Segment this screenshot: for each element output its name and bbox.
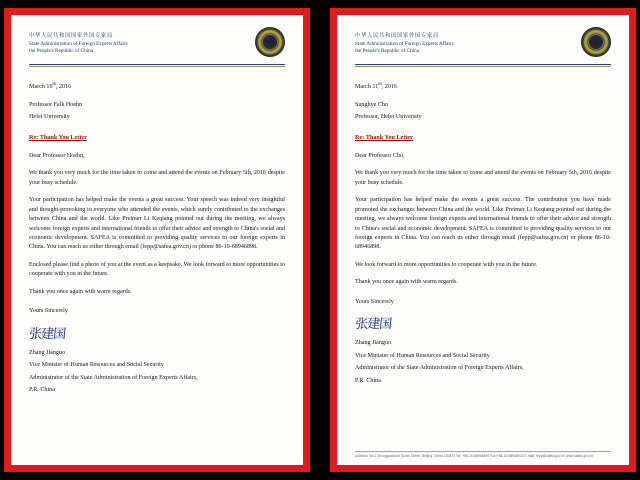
letter-paragraph: Your participation has helped make the events a great success. Your speech was indeed very insightful and thought-provoking to everyone who attended the events, which surely contributed to the exchanges between China and the world. Like Preimer Li Keqiang pointed out during the meeting, we always welcome foreign experts and international friends to offer their advice and strength to China's social and economic development. SAFEA is committed to providing quality services to our foreign experts in China. You can reach us either through email (fepp@safea.gov.cn) or phone 86-10-68946898. [29, 197, 285, 251]
signer-title: Vice Minister of Human Resources and Social Security [29, 362, 164, 369]
letter-date-text: March 10 [29, 84, 53, 91]
letterhead-text-left [29, 29, 128, 55]
letter-footer: Address: No.1 Zhongguancun South Street, Beijing, China 100873 Tel: +86-10-68948899 Fax:+86-10-68948923 E-mail: fepp@safea.gov.cn www.safea.gov.cn [355, 451, 611, 458]
signature-mark: 张建国 [354, 317, 392, 333]
letter-left-frame [4, 8, 310, 472]
letter-left-page [11, 15, 303, 465]
letter-date [29, 81, 285, 92]
official-seal-icon [255, 27, 285, 57]
letter-date-year: , 2016 [381, 84, 397, 91]
recipient-name: Sunghye Cho [355, 102, 389, 109]
letter-paragraph: Thank you once again with warm regards. [355, 279, 458, 286]
letterhead-divider-accent [29, 66, 285, 67]
letter-date-year: , 2016 [55, 84, 72, 91]
signature-mark: 张建国 [28, 326, 66, 342]
letterhead-english-line1: State Administration of Foreign Experts Affairs [29, 41, 128, 47]
letter-closing: Yours Sincerely [29, 308, 68, 315]
signer-organization: Administrator of the State Administration of Foreign Experts Affairs, [355, 365, 524, 372]
official-seal-icon [581, 27, 611, 57]
letter-date-suffix: th [378, 81, 382, 86]
letter-right-page [337, 15, 629, 465]
letter-salutation: Dear Professor Hoehn, [29, 152, 85, 159]
letter-date-suffix: th [52, 81, 56, 86]
letterhead-english-line2: the People's Republic of China [29, 48, 94, 55]
recipient-block [355, 101, 611, 122]
recipient-name: Professor Falk Hoehn [29, 102, 83, 109]
letter-paragraph: Thank you once again with warm regards. [29, 288, 132, 295]
letter-paragraph: We thank you very much for the time taken to come and attend the events on February 5th, 2016 despite your busy schedule. [29, 170, 285, 186]
letterhead-text-right [355, 29, 454, 55]
recipient-block [29, 101, 285, 122]
letter-subject: Re: Thank You Letter [29, 134, 87, 142]
letterhead-chinese-title: 中华人民共和国国家外国专家局 [29, 33, 113, 39]
signer-name: Zhang Jianguo [29, 349, 66, 356]
letterhead-chinese-title: 中华人民共和国国家外国专家局 [355, 33, 439, 39]
letter-body-right [355, 81, 611, 386]
signer-country: P.R. China [29, 387, 55, 394]
letterhead-divider [355, 64, 611, 65]
letter-paragraph: Your participation has helped make the events a great success. The contribution you have made promoted the exchanges between China and the world. Like Preimer Li Keqiang pointed out during the meeting, we always welcome foreign experts and international friends to offer their advice and strength to China's social and economic development. SAFEA is committed to providing quality services to our foreign experts in China. You can reach us either through email (fepp@safea.gov.cn) or phone 86-10-68946898. [355, 197, 611, 251]
signer-country: P.R. China [355, 377, 381, 384]
letter-paragraph: We look forward to more opportunities to cooperate with you in the future. [355, 261, 538, 268]
letter-paragraph: We thank you very much for the time taken to come and attend the events on February 5th, 2016 despite your busy schedule. [355, 170, 611, 186]
letterhead-divider-accent [355, 66, 611, 67]
recipient-org: Professor, Hefei University [355, 113, 422, 120]
letter-salutation: Dear Professor Cho, [355, 152, 405, 159]
letterhead-english-line1: State Administration of Foreign Experts Affairs [355, 41, 454, 47]
letterhead-right [355, 29, 611, 63]
letter-subject: Re: Thank You Letter [355, 134, 413, 142]
letter-closing: Yours Sincerely [355, 298, 394, 305]
letter-right-frame [330, 8, 636, 472]
letterhead-english-line2: the People's Republic of China [355, 48, 420, 55]
letter-date [355, 81, 611, 92]
recipient-org: Hefei University [29, 113, 70, 120]
letterhead-left [29, 29, 285, 63]
letter-date-text: March 11 [355, 84, 379, 91]
signer-organization: Administrator of the State Administration of Foreign Experts Affairs, [29, 374, 198, 381]
letterhead-divider [29, 64, 285, 65]
letter-paragraph: Enclosed please find a photo of you at the event as a keepsake. We look forward to more opportunities to cooperate with you in the future. [29, 261, 285, 278]
signer-name: Zhang Jianguo [355, 340, 392, 347]
signer-title: Vice Minister of Human Resources and Social Security [355, 352, 490, 359]
letter-body-left [29, 81, 285, 396]
